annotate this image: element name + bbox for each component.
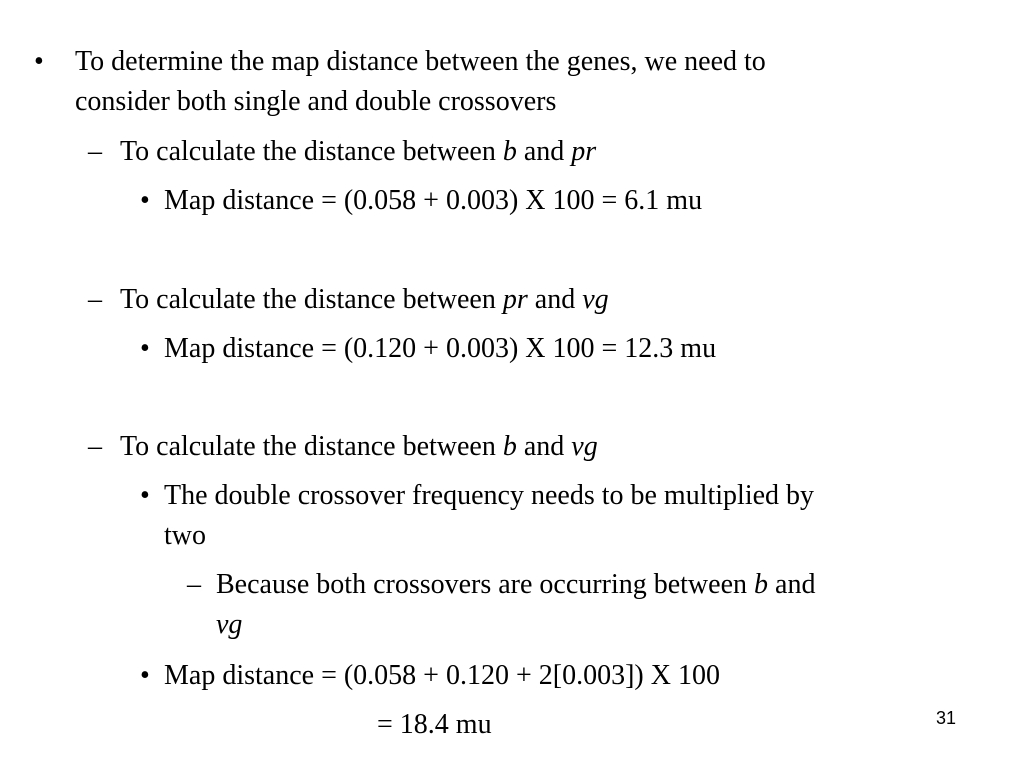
- calc-b-pr: Map distance = (0.058 + 0.003) X 100 = 6.1 mu: [164, 185, 703, 216]
- double-crossover-line-1: The double crossover frequency needs to be multiplied by: [164, 480, 815, 511]
- double-crossover-line-2: two: [164, 520, 206, 551]
- gene-pr: pr: [502, 284, 528, 315]
- dash-marker: –: [187, 569, 201, 600]
- and-word: and: [527, 284, 583, 315]
- calc-b-vg-line-1: Map distance = (0.058 + 0.120 + 2[0.003]) X 100: [164, 660, 720, 691]
- gene-vg: vg: [582, 284, 609, 315]
- because-prefix: Because both crossovers are occurring between: [216, 569, 755, 600]
- bullet-marker: •: [140, 185, 150, 216]
- subheading-prefix: To calculate the distance between: [120, 431, 503, 462]
- gene-vg: vg: [216, 609, 243, 640]
- calc-b-vg-line-2: = 18.4 mu: [377, 709, 492, 740]
- gene-b: b: [502, 431, 517, 462]
- subheading-pr-vg: [120, 280, 609, 320]
- slide-number: 31: [936, 708, 957, 728]
- dash-marker: –: [88, 431, 102, 462]
- intro-line-1: To determine the map distance between the genes, we need to: [75, 46, 766, 77]
- and-word: and: [516, 136, 572, 167]
- dash-marker: –: [88, 284, 102, 315]
- calc-pr-vg: Map distance = (0.120 + 0.003) X 100 = 12.3 mu: [164, 333, 717, 364]
- gene-pr: pr: [571, 136, 597, 167]
- and-word: and: [516, 431, 572, 462]
- dash-marker: –: [88, 136, 102, 167]
- gene-vg: vg: [571, 431, 598, 462]
- bullet-marker: •: [34, 46, 44, 77]
- intro-line-2: consider both single and double crossovers: [75, 86, 557, 117]
- gene-b: b: [754, 569, 769, 600]
- subheading-b-pr: [120, 132, 596, 172]
- bullet-marker: •: [140, 333, 150, 364]
- and-word: and: [768, 569, 816, 600]
- subheading-b-vg: [120, 427, 598, 467]
- bullet-marker: •: [140, 660, 150, 691]
- because-line-2: [216, 605, 242, 645]
- subheading-prefix: To calculate the distance between: [120, 136, 503, 167]
- gene-b: b: [502, 136, 517, 167]
- subheading-prefix: To calculate the distance between: [120, 284, 503, 315]
- bullet-marker: •: [140, 480, 150, 511]
- because-line-1: [216, 565, 815, 605]
